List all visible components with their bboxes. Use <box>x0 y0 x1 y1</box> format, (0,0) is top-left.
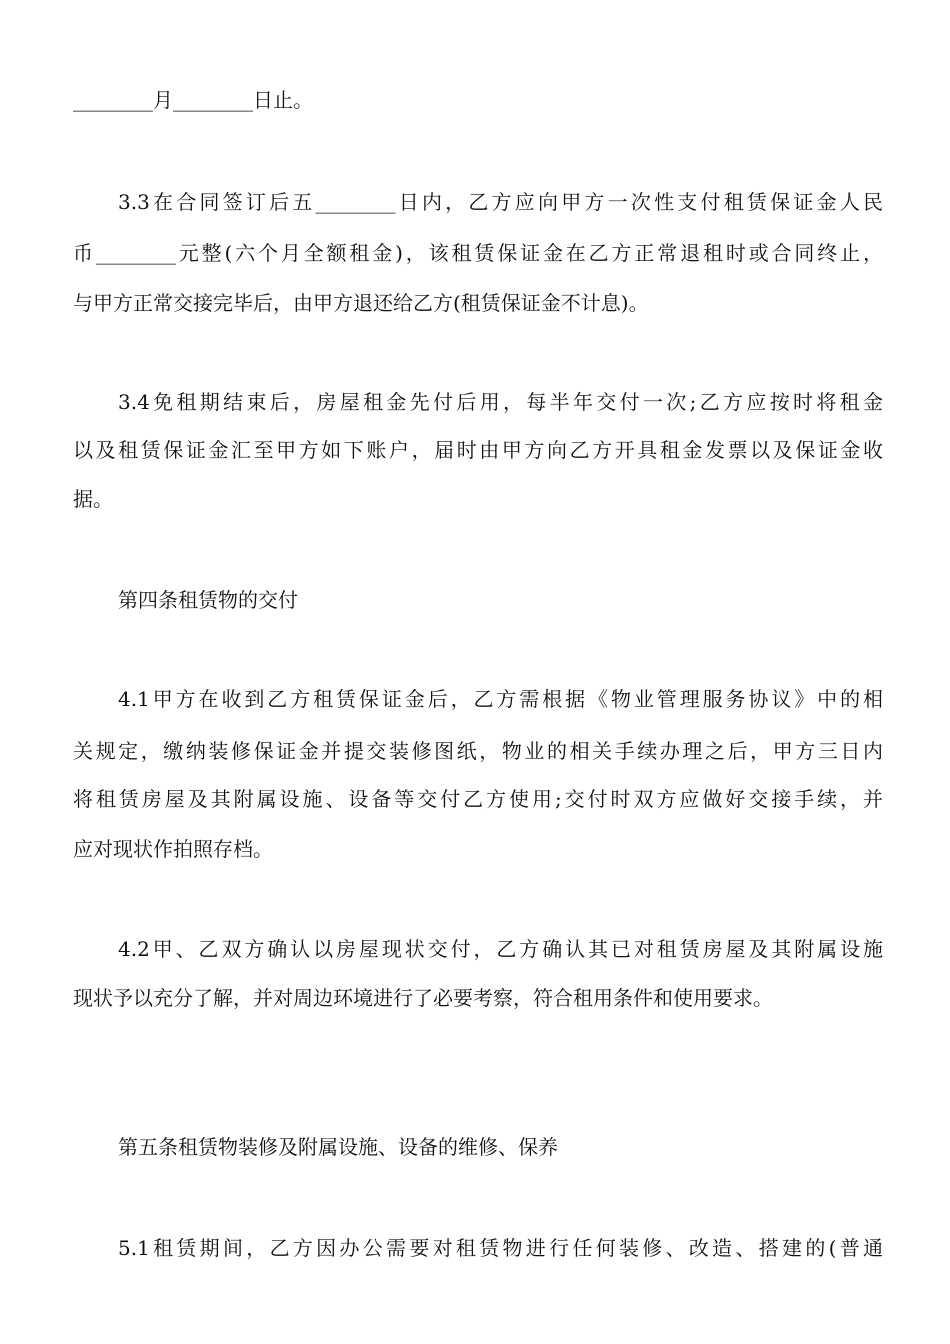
text-line: 3.3在合同签订后五________日内，乙方应向甲方一次性支付租赁保证金人民 <box>118 190 883 214</box>
text-line: 与甲方正常交接完毕后，由甲方退还给乙方(租赁保证金不计息)。 <box>73 291 649 315</box>
text-line: 应对现状作拍照存档。 <box>73 837 273 861</box>
section-heading: 第五条租赁物装修及附属设施、设备的维修、保养 <box>118 1135 558 1159</box>
text-line: 3.4免租期结束后，房屋租金先付后用，每半年交付一次;乙方应按时将租金 <box>118 390 883 414</box>
text-line: ________月________日止。 <box>73 88 313 112</box>
text-line: 将租赁房屋及其附属设施、设备等交付乙方使用;交付时双方应做好交接手续，并 <box>73 787 883 811</box>
text-line: 关规定，缴纳装修保证金并提交装修图纸，物业的相关手续办理之后，甲方三日内 <box>73 739 883 763</box>
text-line: 4.1甲方在收到乙方租赁保证金后，乙方需根据《物业管理服务协议》中的相 <box>118 687 883 711</box>
text-line: 币________元整(六个月全额租金)，该租赁保证金在乙方正常退租时或合同终止， <box>73 241 883 265</box>
text-line: 现状予以充分了解，并对周边环境进行了必要考察，符合租用条件和使用要求。 <box>73 986 773 1010</box>
text-line: 以及租赁保证金汇至甲方如下账户，届时由甲方向乙方开具租金发票以及保证金收 <box>73 438 883 462</box>
text-line: 4.2甲、乙双方确认以房屋现状交付，乙方确认其已对租赁房屋及其附属设施 <box>118 937 883 961</box>
text-line: 据。 <box>73 487 113 511</box>
section-heading: 第四条租赁物的交付 <box>118 588 298 612</box>
text-line: 5.1租赁期间，乙方因办公需要对租赁物进行任何装修、改造、搭建的(普通 <box>118 1236 883 1260</box>
